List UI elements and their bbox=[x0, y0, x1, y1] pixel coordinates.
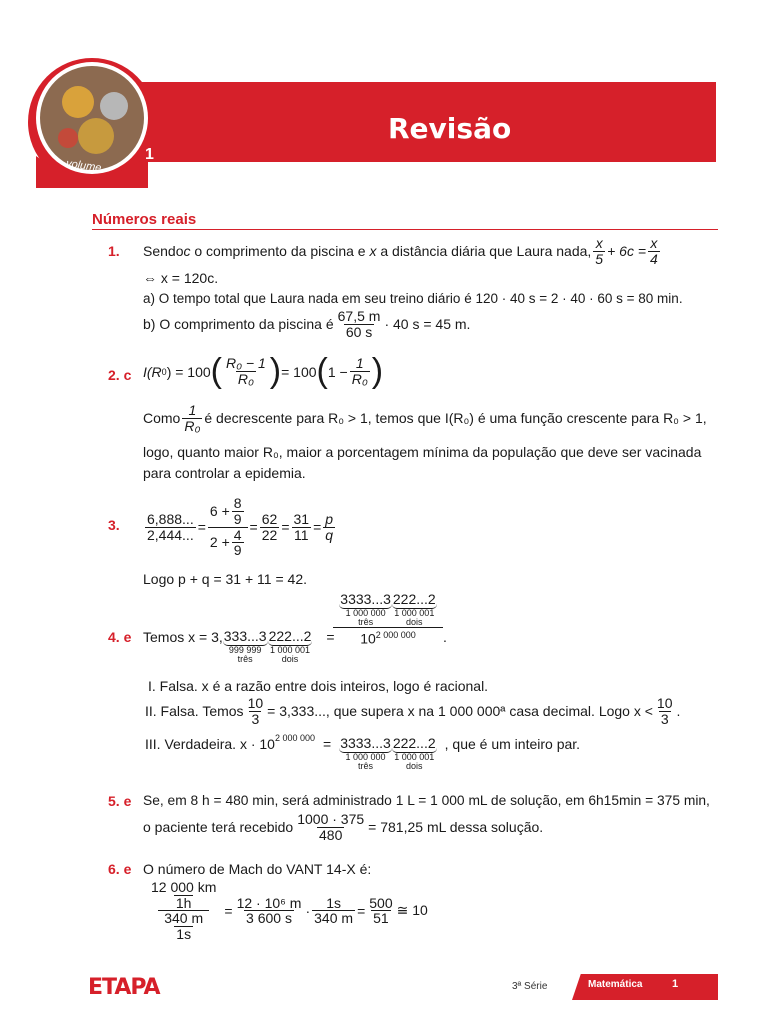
q2-line2: logo, quanto maior R₀, maior a porcentagem mínima da população que deve ser vacinada bbox=[143, 444, 702, 460]
q2-como: Como $\frac{1}{\text{R₀}}$ é decrescente para R₀ > 1, temos que I(R₀) é uma função crescente para R₀ > 1, bbox=[143, 402, 707, 434]
footer-logo: ETAPA bbox=[88, 975, 160, 1000]
q3-fraction-1: $\frac{6,888...}{2,444...}$ bbox=[147, 510, 194, 543]
q3-equation: $\frac{6,888...}{2,444...}$ = 6 + $\frac{8}{9}$ 2 + $\frac{4}{9}$ = $\frac{62}{22}$ = $\frac{31}{11}$ = $\frac{p}{q}$ bbox=[147, 495, 334, 559]
q4-temos: Temos x = 3, 333...3 999 999 três 222...2 1 000 001 dois = bbox=[143, 628, 335, 664]
q5-line1: Se, em 8 h = 480 min, será administrado 1 L = 1 000 mL de solução, em 6h15min = 375 min, bbox=[143, 793, 710, 808]
q4-number: 4. e bbox=[108, 629, 132, 645]
q1-text-x: x bbox=[369, 243, 377, 260]
q3-fraction-5: $\frac{p}{q}$ bbox=[325, 510, 334, 543]
q4-fraction: 3333...3 1 000 000 três 222...2 1 000 001 dois $10^{2 000 000}$ bbox=[333, 592, 443, 647]
q1-line1 bbox=[143, 236, 723, 266]
q5-number: 5. e bbox=[108, 793, 132, 809]
q2-line3: para controlar a epidemia. bbox=[143, 465, 306, 481]
q1-text-d: a distância diária que Laura nada, bbox=[376, 243, 592, 260]
q6-fraction-2: $\frac{\text{12 · 10⁶ m}}{3 600 s}$ bbox=[236, 894, 302, 927]
q2-como-fraction: $\frac{1}{\text{R₀}}$ bbox=[184, 402, 201, 434]
q4-ii-fraction-1: $\frac{10}{3}$ bbox=[247, 695, 264, 727]
q1-text-b: o comprimento da piscina e bbox=[190, 243, 370, 260]
q3-complex-fraction: 6 + $\frac{8}{9}$ 2 + $\frac{4}{9}$ bbox=[208, 496, 248, 558]
q1-fraction-2: $\frac{x}{4}$ bbox=[650, 235, 658, 267]
q4-iii-brace-1: 3333...3 1 000 000 três bbox=[340, 735, 391, 771]
q1-b-fraction: $\frac{67,5 m}{60 s}$ bbox=[337, 308, 381, 340]
q4-iii: III. Verdadeira. x · 10 $^{2 000 000}$ = 3333...3 1 000 000 três 222...2 1 000 001 dois , que é um inteiro par. bbox=[145, 733, 581, 771]
q1-a: a) O tempo total que Laura nada em seu treino diário é 120 · 40 s = 2 · 40 · 60 s = 80 min. bbox=[143, 291, 683, 306]
section-rule bbox=[92, 229, 718, 230]
q6-equation: $\frac{\frac{12 000 km}{1h}}{\frac{340 m}{1s}}$ = $\frac{\text{12 · 10⁶ m}}{3 600 s}$ · $\frac{1s}{340 m}$ = $\frac{500}{51}$ ≅ 10 bbox=[143, 880, 428, 942]
q4-period: . bbox=[443, 629, 447, 645]
q6-complex-fraction: $\frac{\frac{12 000 km}{1h}}{\frac{340 m}{1s}}$ bbox=[151, 879, 217, 943]
q1-text-a: Sendo bbox=[143, 243, 184, 260]
q5-line2: o paciente terá recebido $\frac{1000 \cdot 375}{480}$ = 781,25 mL dessa solução. bbox=[143, 811, 544, 843]
q4-iii-brace-2: 222...2 1 000 001 dois bbox=[392, 735, 436, 771]
volume-number: 1 bbox=[145, 146, 154, 163]
q4-i: I. Falsa. x é a razão entre dois inteiros, logo é racional. bbox=[148, 678, 489, 694]
q1-fraction-1: $\frac{x}{5}$ bbox=[595, 235, 604, 267]
footer-serie: 3ª Série bbox=[512, 981, 548, 992]
q2-equation: I(R 0 ) = 100 ( $\frac{\text{R₀ − 1}}{\text{R₀}}$ ) = 100 ( 1 − $\frac{1}{\text{R₀}}$ ) bbox=[143, 352, 384, 390]
q6-line1: O número de Mach do VANT 14-X é: bbox=[143, 861, 372, 877]
q4-brace-1: 333...3 999 999 três bbox=[223, 628, 267, 664]
q4-brace-2: 222...2 1 000 001 dois bbox=[268, 628, 312, 664]
q2-fraction-1: $\frac{\text{R₀ − 1}}{\text{R₀}}$ bbox=[226, 355, 266, 387]
q3-fraction-3: $\frac{62}{22}$ bbox=[261, 510, 278, 543]
q4-top-brace-1: 3333...3 1 000 000 três bbox=[340, 591, 391, 627]
q1-text-c: c bbox=[183, 243, 191, 260]
q6-number: 6. e bbox=[108, 861, 132, 877]
section-title: Números reais bbox=[92, 211, 197, 228]
page-title: Revisão bbox=[388, 112, 512, 145]
q4-ii-fraction-2: $\frac{10}{3}$ bbox=[656, 695, 673, 727]
q5-fraction: $\frac{1000 \cdot 375}{480}$ bbox=[297, 811, 365, 843]
q6-fraction-4: $\frac{500}{51}$ bbox=[369, 894, 393, 927]
volume-label: volume bbox=[65, 157, 103, 175]
q3-number: 3. bbox=[108, 517, 120, 533]
q1-mid: + 6c = bbox=[607, 243, 647, 260]
q1-line2: ⇔ x = 120c. bbox=[143, 270, 219, 286]
q3-logo: Logo p + q = 31 + 11 = 42. bbox=[143, 571, 307, 587]
q4-top-brace-2: 222...2 1 000 001 dois bbox=[392, 591, 436, 627]
q3-fraction-4: $\frac{31}{11}$ bbox=[293, 510, 310, 543]
footer-subject: Matemática bbox=[588, 979, 643, 990]
q2-number: 2. c bbox=[108, 367, 132, 383]
q4-ii: II. Falsa. Temos $\frac{10}{3}$ = 3,333..., que supera x na 1 000 000ª casa decimal. Logo x < $\frac{10}{3}$ . bbox=[145, 695, 681, 727]
q6-fraction-3: $\frac{1s}{340 m}$ bbox=[314, 894, 354, 927]
footer-page-number: 1 bbox=[672, 978, 679, 990]
q1-number: 1. bbox=[108, 243, 120, 259]
q2-fraction-2: $\frac{1}{\text{R₀}}$ bbox=[351, 355, 368, 387]
q1-b: b) O comprimento da piscina é $\frac{67,5 m}{60 s}$ · 40 s = 45 m. bbox=[143, 308, 471, 340]
